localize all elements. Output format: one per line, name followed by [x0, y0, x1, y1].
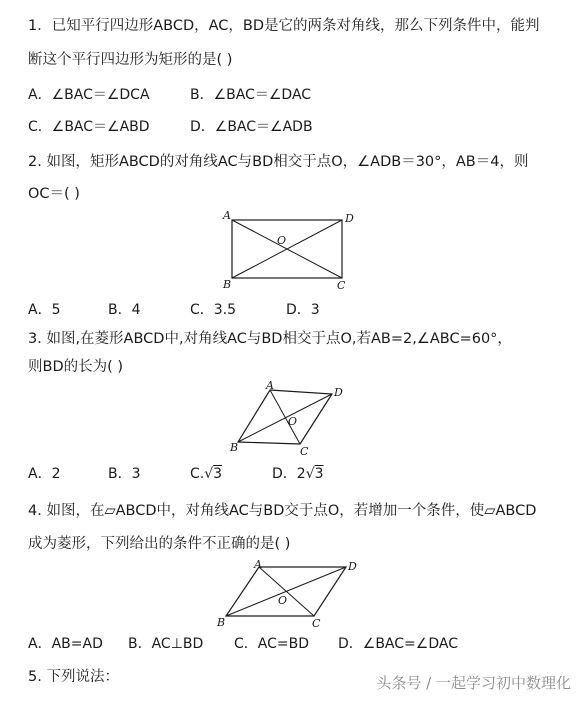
- sqrt-icon: √: [305, 466, 315, 482]
- q4-label-d: D: [348, 560, 357, 573]
- q4-label-c: C: [312, 617, 321, 628]
- q1-option-d: D．∠BAC＝∠ADB: [190, 119, 313, 135]
- q3-option-a: A．2: [28, 466, 61, 482]
- watermark: 头条号 / 一起学习初中数理化: [376, 674, 571, 692]
- q4-stem-line-1: 4. 如图，在▱ABCD中，对角线AC与BD交于点O，若增加一个条件，使▱ABCD: [28, 503, 537, 519]
- q4-parallelogram-figure: [214, 558, 364, 632]
- q2-rectangle-figure: [220, 208, 360, 298]
- q2-label-c: C: [337, 279, 346, 292]
- q1-option-b: B．∠BAC＝∠DAC: [190, 87, 312, 103]
- q3-option-d-radicand: 3: [314, 466, 324, 482]
- q1-option-a: A．∠BAC＝∠DCA: [28, 87, 150, 103]
- q5-stem-line-1: 5. 下列说法：: [28, 669, 119, 685]
- q2-label-d: D: [345, 212, 354, 225]
- q3-label-b: B: [230, 441, 239, 454]
- q3-label-a: A: [266, 380, 274, 392]
- q3-label-o: O: [288, 415, 298, 428]
- q3-label-c: C: [300, 445, 309, 458]
- q3-option-b: B．3: [108, 466, 141, 482]
- q3-option-d: [272, 464, 324, 484]
- q2-option-c: C．3.5: [190, 302, 237, 318]
- q3-option-c-radicand: 3: [213, 466, 223, 482]
- q2-option-d: D．3: [286, 302, 320, 318]
- sqrt-icon: √: [204, 466, 214, 482]
- q2-option-a: A．5: [28, 302, 61, 318]
- q3-option-c-prefix: C.: [190, 466, 205, 482]
- q2-option-b: B．4: [108, 302, 141, 318]
- q2-label-o: O: [277, 234, 287, 247]
- q2-stem-line-2: OC＝( ): [28, 186, 80, 202]
- q1-option-c: C．∠BAC＝∠ABD: [28, 119, 150, 135]
- q3-option-c: [190, 464, 222, 484]
- q4-option-a: A．AB=AD: [28, 636, 103, 652]
- q2-label-b: B: [223, 278, 232, 291]
- q3-label-d: D: [334, 386, 343, 399]
- q2-label-a: A: [223, 209, 231, 222]
- q4-stem-line-2: 成为菱形，下列给出的条件不正确的是( ): [28, 536, 291, 552]
- q4-option-b: B．AC⊥BD: [128, 636, 204, 652]
- q4-option-d: D．∠BAC=∠DAC: [338, 636, 458, 652]
- q4-label-b: B: [217, 616, 226, 628]
- q2-stem-line-1: 2. 如图，矩形ABCD的对角线AC与BD相交于点O，∠ADB＝30°，AB＝4，则: [28, 154, 529, 170]
- q3-stem-line-1: 3. 如图,在菱形ABCD中,对角线AC与BD相交于点O,若AB=2,∠ABC=60°，: [28, 331, 512, 347]
- q1-stem-line-1: 1．已知平行四边形ABCD，AC，BD是它的两条对角线，那么下列条件中，能判: [28, 18, 540, 34]
- q4-option-c: C．AC=BD: [234, 636, 309, 652]
- q4-label-a: A: [254, 558, 262, 571]
- q1-stem-line-2: 断这个平行四边形为矩形的是( ): [28, 52, 233, 68]
- q3-stem-line-2: 则BD的长为( ): [28, 359, 124, 375]
- q4-label-o: O: [278, 594, 288, 607]
- q3-option-d-prefix: D．2: [272, 466, 306, 482]
- q3-rhombus-figure: [228, 380, 353, 462]
